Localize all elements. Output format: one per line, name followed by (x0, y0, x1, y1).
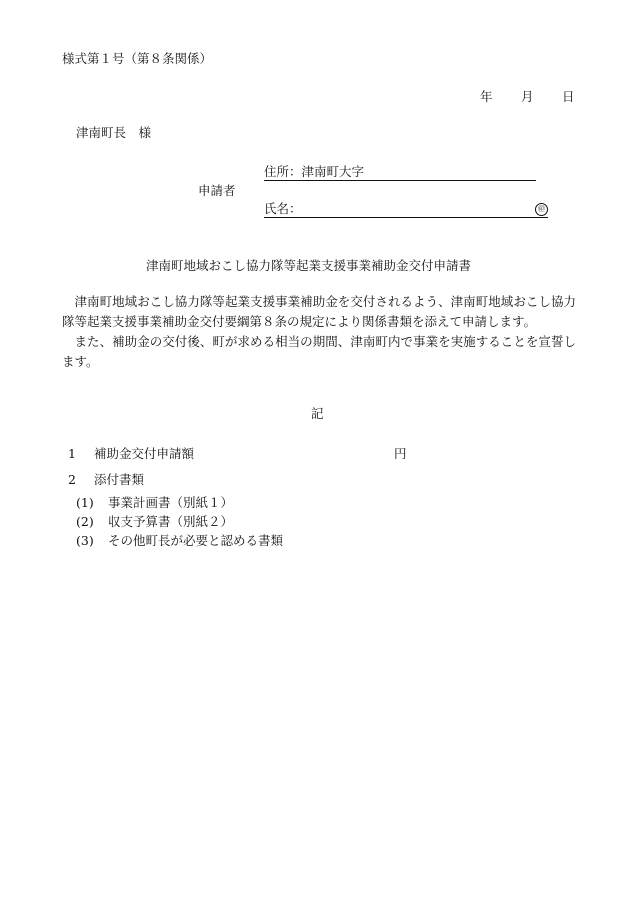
attachment-number: (1) (76, 495, 94, 510)
seal-icon (535, 203, 548, 216)
attachment-label: その他町長が必要と認める書類 (108, 533, 284, 548)
item-label: 補助金交付申請額 (94, 446, 195, 461)
address-field[interactable] (264, 164, 536, 181)
item-number: 2 (68, 472, 76, 487)
attachment-number: (3) (76, 533, 94, 548)
ki-heading: 記 (311, 406, 324, 421)
name-label: 氏名： (264, 201, 302, 216)
body-paragraph-1: 津南町地域おこし協力隊等起業支援事業補助金を交付されるよう、津南町地域おこし協力隊等起業支援事業補助金交付要綱第８条の規定により関係書類を添えて申請します。 (62, 294, 576, 329)
name-field[interactable] (264, 201, 548, 218)
item-label: 添付書類 (94, 472, 145, 487)
attachment-number: (2) (76, 514, 94, 529)
date-day-label: 日 (562, 89, 575, 104)
date-month-label: 月 (521, 89, 534, 104)
attachment-label: 事業計画書（別紙１） (108, 495, 234, 510)
item-number: 1 (68, 446, 76, 461)
amount-unit: 円 (394, 446, 407, 461)
body-paragraph-2: また、補助金の交付後、町が求める相当の期間、津南町内で事業を実施することを宣誓します。 (62, 334, 576, 369)
addressee: 津南町長 様 (76, 125, 152, 140)
seal-text: ㊞ (538, 205, 545, 213)
body-text (62, 292, 576, 372)
date-year-label: 年 (480, 89, 493, 104)
applicant-label: 申請者 (198, 183, 236, 198)
form-number: 様式第１号（第８条関係） (62, 51, 213, 66)
attachment-label: 収支予算書（別紙２） (108, 514, 234, 529)
document-title: 津南町地域おこし協力隊等起業支援事業補助金交付申請書 (146, 258, 472, 273)
address-label: 住所：津南町大字 (264, 164, 365, 179)
